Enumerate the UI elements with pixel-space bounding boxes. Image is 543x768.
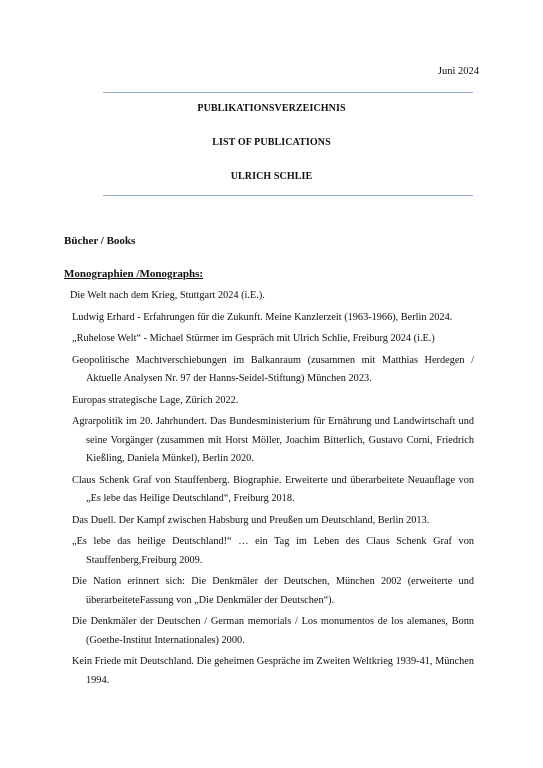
publication-entry: Kein Friede mit Deutschland. Die geheimen Gespräche im Zweiten Weltkrieg 1939-41, München 1994. xyxy=(72,656,474,686)
publication-list xyxy=(70,287,474,693)
title-english: LIST OF PUBLICATIONS xyxy=(212,137,331,148)
section-heading-books: Bücher / Books xyxy=(64,235,136,247)
publication-entry: Die Nation erinnert sich: Die Denkmäler der Deutschen, München 2002 (erweiterte und überarbeiteteFassung von „Die Denkmäler der Deutschen“). xyxy=(72,576,474,606)
publication-entry: Die Denkmäler der Deutschen / German memorials / Los monumentos de los alemanes, Bonn (Goethe-Institut Internationales) 2000. xyxy=(72,616,474,646)
section-heading-monographs: Monographien /Monographs: xyxy=(64,268,204,280)
publication-entry: Das Duell. Der Kampf zwischen Habsburg und Preußen um Deutschland, Berlin 2013. xyxy=(72,514,430,526)
bottom-divider xyxy=(103,195,473,196)
publication-entry: Geopolitische Machtverschiebungen im Balkanraum (zusammen mit Matthias Herdegen / Aktuelle Analysen Nr. 97 der Hanns-Seidel-Stiftung) München 2023. xyxy=(72,354,474,385)
publication-entry: Europas strategische Lage, Zürich 2022. xyxy=(72,394,239,406)
top-divider xyxy=(103,92,473,93)
publication-entry: Die Welt nach dem Krieg, Stuttgart 2024 (i.E.). xyxy=(70,290,265,301)
publication-entry: Claus Schenk Graf von Stauffenberg. Biographie. Erweiterte und überarbeitete Neuauflage von „Es lebe das Heilige Deutschland“, Freiburg 2018. xyxy=(72,474,474,505)
publication-entry: Ludwig Erhard - Erfahrungen für die Zukunft. Meine Kanzlerzeit (1963-1966), Berlin 2024. xyxy=(72,311,453,323)
publication-entry: „Ruhelose Welt“ - Michael Stürmer im Gespräch mit Ulrich Schlie, Freiburg 2024 (i.E.) xyxy=(72,333,435,345)
author-name: ULRICH SCHLIE xyxy=(230,171,313,182)
publication-entry: „Es lebe das heilige Deutschland!“ … ein Tag im Leben des Claus Schenk Graf von Stauffenberg,Freiburg 2009. xyxy=(72,536,474,566)
title-german: PUBLIKATIONSVERZEICHNIS xyxy=(197,103,346,114)
publication-entry: Agrarpolitik im 20. Jahrhundert. Das Bundesministerium für Ernährung und Landwirtschaft und seine Vorgänger (zusammen mit Horst Möller, Joachim Bitterlich, Gustavo Corni, Friedrich Kießling, Daniela Münkel), Berlin 2020. xyxy=(72,416,474,465)
document-date: Juni 2024 xyxy=(437,66,479,77)
